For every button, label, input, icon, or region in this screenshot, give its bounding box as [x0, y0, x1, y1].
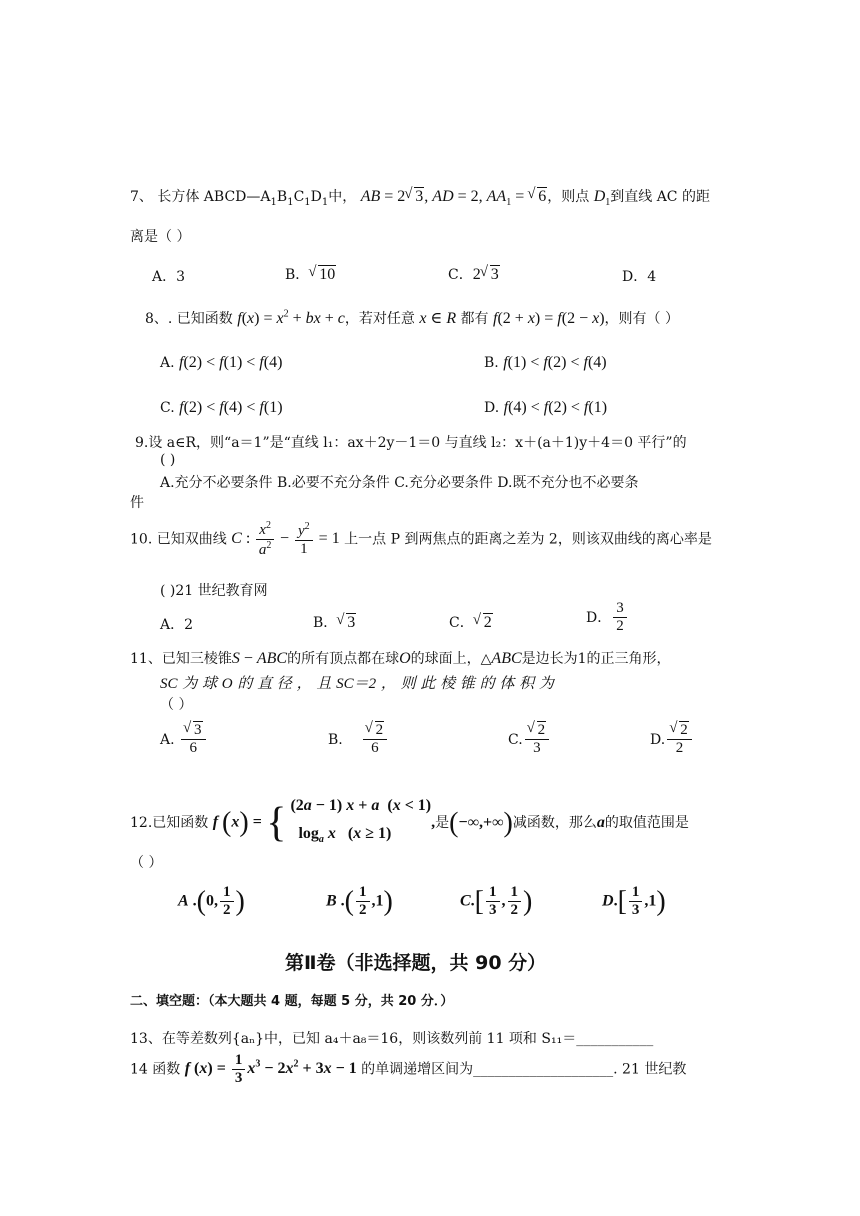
- q11-option-c: C. √ $\frac{2}{3}$: [508, 722, 551, 758]
- q10-option-a: A．2: [160, 617, 194, 633]
- q10-option-b: B．√ 3: [313, 612, 356, 632]
- q9-options: A.充分不必要条件 B.必要不充分条件 C.充分必要条件 D.既不充分也不必要条: [160, 475, 639, 491]
- q10-option-d: D． $\frac{3}{2}$: [586, 600, 629, 636]
- q7-stem-line2: 离是（ ）: [130, 229, 191, 245]
- q7-stem: 7、 长方体 $ABCD—A_1B_1C_1D_1$中， AB = 2√ 3, AD = 2, $AA_1$ = √ 6，则点 $D_1$到直线 AC 的距: [130, 186, 710, 208]
- q9-stem: 9.设 a∈R，则“a＝1”是“直线 l₁：ax＋2y－1＝0 与直线 l₂：x＋(a＋1)y＋4＝0 平行”的: [135, 435, 687, 451]
- q12-option-a: A .(0, $\frac{1}{2}$ ): [178, 884, 245, 919]
- q12-option-b: B .( $\frac{1}{2}$ ,1): [326, 884, 393, 919]
- q10-option-c: C．√ 2: [449, 612, 493, 632]
- q8-stem: 8、. 已知函数 $f(x) = x^2$ + bx + c，若对任意 x ∈ R 都有 f(2 + x) = f(2 − x)，则有（ ）: [145, 308, 679, 327]
- q12-option-c: C.[ $\frac{1}{3}$ , $\frac{1}{2}$ ): [460, 884, 533, 919]
- q11-option-d: D. √ $\frac{2}{2}$: [650, 722, 694, 758]
- q11-option-b: B. √ $\frac{2}{6}$: [328, 722, 389, 758]
- q12-stem: 12.已知函数 f (x) = { (2a − 1) x + a (x < 1) $\log_a x$ (x ≥ 1),是(−∞,+∞)减函数，那么a的取值范围是: [130, 797, 689, 847]
- q9-blank: ( ): [160, 452, 176, 468]
- q7-option-b: B．√ 10: [285, 264, 336, 284]
- q8-option-c: C. f(2) < f(4) < f(1): [160, 399, 283, 416]
- section-title: 第Ⅱ卷（非选择题，共 90 分）: [285, 952, 547, 974]
- q13-text: 13、在等差数列{aₙ}中，已知 a₄＋a₈＝16，则该数列前 11 项和 S₁₁＝___________: [130, 1031, 654, 1047]
- q12-blank: （ ）: [130, 855, 163, 871]
- q9-options-wrap: 件: [130, 495, 144, 511]
- q14-text: 14 函数 f (x) = $\frac{1}{3}$ $x^3 - 2x^2 + 3x - 1$ 的单调递增区间为____________________. 21 世纪教: [130, 1052, 687, 1087]
- q7-option-d: D．4: [622, 269, 657, 285]
- q8-option-d: D. f(4) < f(2) < f(1): [484, 399, 608, 416]
- fill-in-heading: 二、填空题：（本大题共 4 题，每题 5 分，共 20 分．）: [130, 994, 454, 1009]
- q10-stem: 10. 已知双曲线 C : $\frac{x^2}{a^2}$ − $\frac{y^2}{1}$ = 1 上一点 P 到两焦点的距离之差为 2，则该双曲线的离心率是: [130, 520, 712, 559]
- q12-option-d: D.[ $\frac{1}{3}$ ,1): [602, 884, 666, 919]
- q8-option-a: A. f(2) < f(1) < f(4): [160, 354, 283, 371]
- q8-option-b: B. f(1) < f(2) < f(4): [484, 354, 607, 371]
- q7-option-c: C．2√ 3: [448, 264, 500, 284]
- q10-blank: ( )21 世纪教育网: [160, 583, 268, 599]
- q11-stem-line2: SC 为 球 O 的 直 径 ， 且 SC＝2 ， 则 此 棱 锥 的 体 积 为: [160, 676, 554, 692]
- q11-option-a: A. √ $\frac{3}{6}$: [160, 722, 208, 758]
- q7-option-a: A．3: [152, 269, 186, 285]
- q11-blank: （ ）: [160, 697, 193, 713]
- q11-stem: 11、已知三棱锥S − ABC的所有顶点都在球O的球面上，△ABC是边长为1的正三角形，: [130, 650, 671, 667]
